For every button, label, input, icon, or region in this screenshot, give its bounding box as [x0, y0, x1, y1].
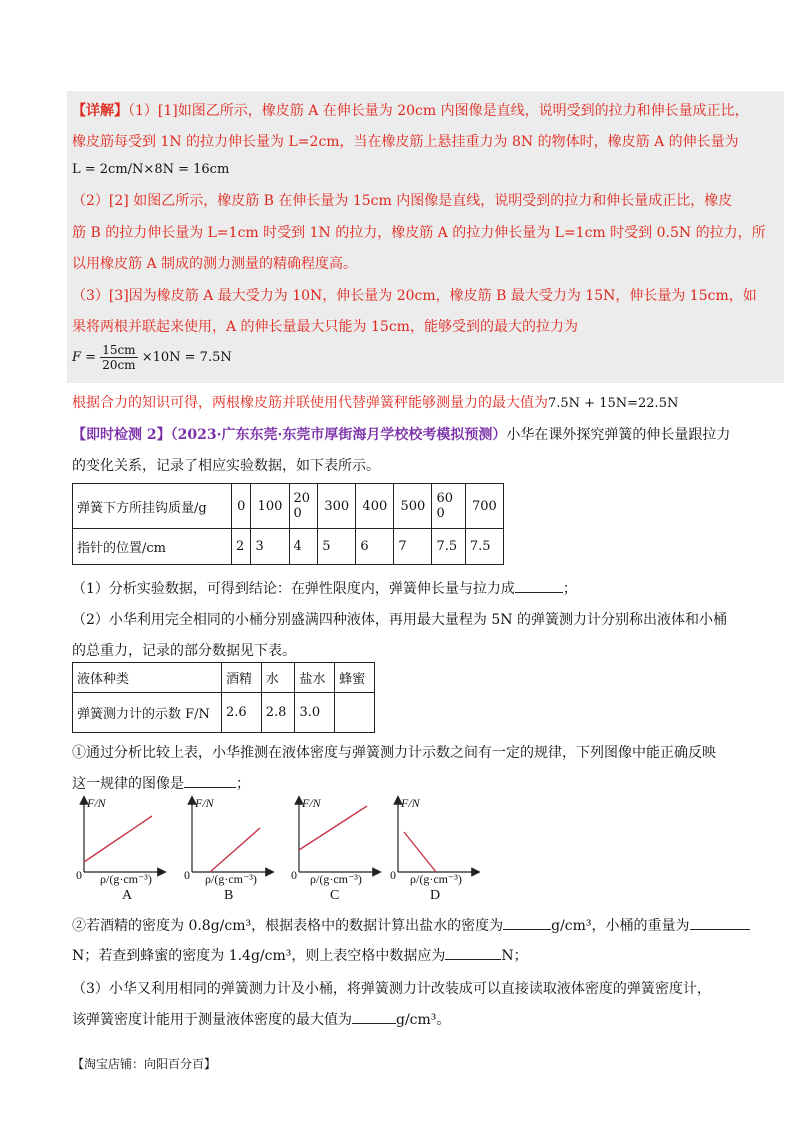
graph-b-letter: B: [224, 888, 234, 903]
problem2-source: （2023·广东东莞·东莞市厚街海月学校校考模拟预测）: [170, 427, 507, 443]
graph-c-letter: C: [330, 888, 340, 903]
table-cell: 0: [232, 484, 251, 529]
table-cell: 3: [251, 529, 289, 565]
graph-c-origin: 0: [291, 868, 297, 882]
table-cell: 2.8: [261, 693, 295, 733]
table-cell: 7.5: [432, 529, 465, 565]
graph-a-origin: 0: [76, 868, 82, 882]
table-cell: 盐水: [295, 663, 335, 693]
graph-a-letter: A: [122, 888, 133, 903]
graph-d-x-label: ρ/(g·cm⁻³): [410, 872, 462, 886]
question-2-line1: （2）小华利用完全相同的小桶分别盛满四种液体，再用最大量程为 5N 的弹簧测力计分别称出液体和小桶: [72, 612, 727, 628]
solution-line-3: （2）[2] 如图乙所示，橡皮筋 B 在伸长量为 15cm 内图像是直线，说明受到的拉力和伸长量成正比，橡皮: [72, 193, 733, 209]
solution-line-4: 筋 B 的拉力伸长量为 L=1cm 时受到 1N 的拉力，橡皮筋 A 的拉力伸长量为 L=1cm 时受到 0.5N 的拉力，所: [72, 225, 766, 241]
table-cell: 500: [394, 484, 432, 529]
table-cell: 4: [289, 529, 318, 565]
table-cell: 蜂蜜: [335, 663, 375, 693]
table-cell: 弹簧测力计的示数 F/N: [73, 693, 222, 733]
question-2a-line2: 这一规律的图像是 ；: [72, 776, 250, 792]
graph-d-letter: D: [430, 888, 441, 903]
table-cell: 2.6: [222, 693, 262, 733]
solution-line-7: 果将两根并联起来使用，A 的伸长量最大只能为 15cm，能够受到的最大的拉力为: [72, 319, 578, 335]
table-cell: [335, 693, 375, 733]
table-cell: 2: [232, 529, 251, 565]
solution-line-2: 橡皮筋每受到 1N 的拉力伸长量为 L=2cm，当在橡皮筋上悬挂重力为 8N 的物体时，橡皮筋 A 的伸长量为: [72, 134, 739, 150]
table-cell: 弹簧下方所挂钩质量/g: [73, 484, 232, 529]
liquid-data-table: [72, 662, 375, 733]
question-2b-line1: ②若酒精的密度为 0.8g/cm³，根据表格中的数据计算出盐水的密度为 g/cm³，小桶的重量为: [72, 915, 750, 935]
graph-d-y-label: F/N: [401, 796, 420, 810]
footer-shop: 【淘宝店铺：向阳百分百】: [72, 1057, 217, 1071]
graph-d-origin: 0: [390, 868, 396, 882]
solution-label: 【详解】: [72, 103, 128, 119]
table-cell: 6: [356, 529, 394, 565]
solution-conclusion: 根据合力的知识可得，两根橡皮筋并联使用代替弹簧秤能够测量力的最大值为7.5N + 15N=22.5N: [72, 395, 679, 411]
formula-extension-a: L = 2cm/N×8N = 16cm: [72, 162, 230, 177]
table-cell: 水: [261, 663, 295, 693]
graph-a-x-label: ρ/(g·cm⁻³): [100, 872, 152, 886]
spring-data-table: [72, 483, 504, 565]
question-2b-line2: N；若查到蜂蜜的密度为 1.4g/cm³，则上表空格中数据应为 N；: [72, 948, 528, 964]
table-cell: 700: [465, 484, 503, 529]
question-3-line1: （3）小华又利用相同的弹簧测力计及小桶，将弹簧测力计改装成可以直接读取液体密度的弹簧密度计，: [72, 981, 711, 997]
graph-c-y-label: F/N: [302, 796, 321, 810]
problem2-intro: 【即时检测 2】（2023·广东东莞·东莞市厚街海月学校校考模拟预测）小华在课外探究弹簧的伸长量跟拉力: [72, 427, 731, 443]
solution-line-6: （3）[3]因为橡皮筋 A 最大受力为 10N，伸长量为 20cm，橡皮筋 B 最大受力为 15N，伸长量为 15cm，如: [72, 288, 757, 304]
formula-max-force: F = $\frac{15cm}{20cm}$ ×10N = 7.5N: [72, 343, 232, 372]
graph-b-origin: 0: [184, 868, 190, 882]
table-cell: 3.0: [295, 693, 335, 733]
table-cell: 300: [318, 484, 356, 529]
table-cell: 酒精: [222, 663, 262, 693]
table-cell: 400: [356, 484, 394, 529]
table-cell: 60 0: [432, 484, 465, 529]
table-cell: 5: [318, 529, 356, 565]
table-cell: 液体种类: [73, 663, 222, 693]
problem2-tag: 【即时检测 2】: [72, 427, 171, 443]
graph-d-line: [404, 832, 436, 872]
solution-line-5: 以用橡皮筋 A 制成的测力测量的精确程度高。: [72, 256, 358, 272]
graph-b-line: [210, 828, 260, 872]
problem2-intro-2: 的变化关系，记录了相应实验数据，如下表所示。: [72, 458, 380, 474]
graph-a-y-label: F/N: [87, 796, 106, 810]
graph-c-x-label: ρ/(g·cm⁻³): [310, 872, 362, 886]
question-2a-line1: ①通过分析比较上表，小华推测在液体密度与弹簧测力计示数之间有一定的规律，下列图像中能正确反映: [72, 745, 716, 761]
question-3-line2: 该弹簧密度计能用于测量液体密度的最大值为 g/cm³。: [72, 1012, 451, 1028]
table-cell: 100: [251, 484, 289, 529]
graph-a-line: [84, 816, 152, 862]
question-1: （1）分析实验数据，可得到结论：在弹性限度内，弹簧伸长量与拉力成 ；: [72, 581, 577, 597]
graph-b-x-label: ρ/(g·cm⁻³): [205, 872, 257, 886]
table-cell: 7.5: [465, 529, 503, 565]
solution-line-1: 【详解】（1）[1]如图乙所示，橡皮筋 A 在伸长量为 20cm 内图像是直线，说明受到的拉力和伸长量成正比，: [72, 103, 749, 119]
table-cell: 20 0: [289, 484, 318, 529]
table-cell: 指针的位置/cm: [73, 529, 232, 565]
question-2-line2: 的总重力，记录的部分数据见下表。: [72, 643, 296, 659]
table-cell: 7: [394, 529, 432, 565]
graph-c-line: [299, 806, 367, 850]
graph-b-y-label: F/N: [195, 796, 214, 810]
